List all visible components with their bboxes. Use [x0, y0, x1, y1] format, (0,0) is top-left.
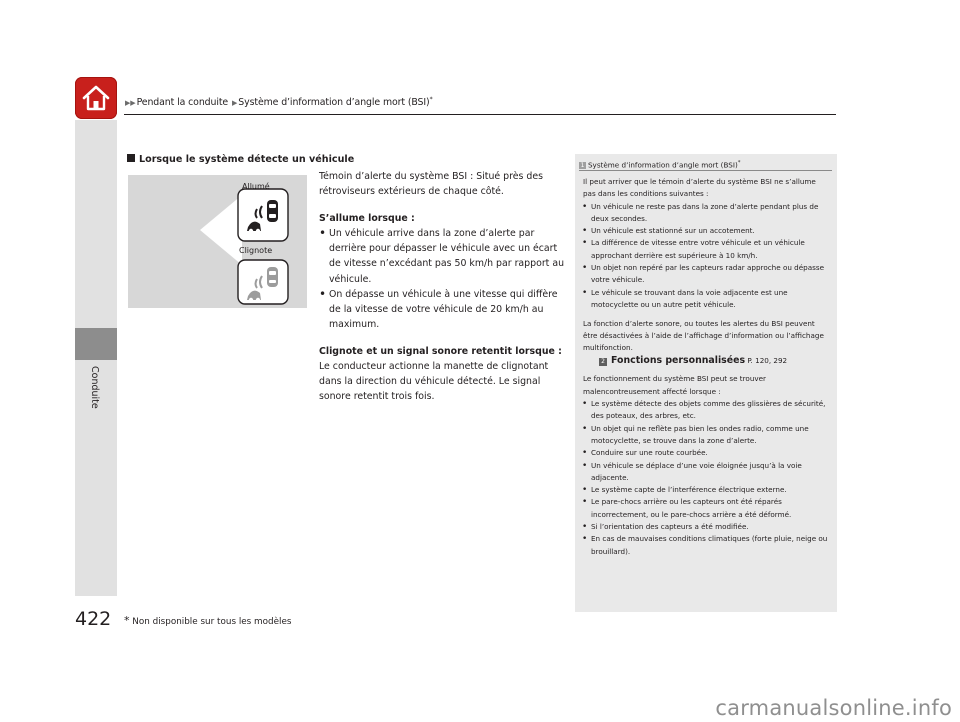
indicator-on-icon: [238, 189, 288, 241]
watermark: carmanualsonline.info: [715, 696, 952, 720]
note-title: 1 Système d’information d’angle mort (BSI)*: [580, 160, 741, 170]
note-icon: 1: [580, 162, 585, 170]
breadcrumb-item[interactable]: Système d’information d’angle mort (BSI): [238, 97, 430, 109]
list-item: • Si l’orientation des capteurs a été modifiée.: [583, 521, 829, 533]
intro-text: Témoin d’alerte du système BSI : Situé près des rétroviseurs extérieurs de chaque côté.: [319, 171, 543, 198]
list-item: • Un véhicule se déplace d’une voie éloignée jusqu’à la voie adjacente.: [583, 460, 829, 485]
availability-mark: *: [429, 96, 433, 103]
list-item: • Le système capte de l’interférence électrique externe.: [583, 484, 829, 496]
breadcrumb: [124, 96, 433, 108]
section-heading: Lorsque le système détecte un véhicule: [127, 154, 354, 165]
header-rule: [124, 114, 836, 115]
note-paragraph: La fonction d’alerte sonore, ou toutes les alertes du BSI peuvent être désactivées à l’aide de l’affichage d’information ou l’affichage multifonction.: [583, 318, 824, 353]
breadcrumb-item[interactable]: Pendant la conduite: [136, 97, 229, 109]
footnote: * Non disponible sur tous les modèles: [124, 614, 292, 627]
list-item: • Un véhicule est stationné sur un accotement.: [583, 225, 829, 237]
blink-text: Le conducteur actionne la manette de clignotant dans la direction du véhicule détecté. Le signal sonore retentit trois fois.: [319, 361, 549, 403]
list-item: • Un véhicule ne reste pas dans la zone d’alerte pendant plus de deux secondes.: [583, 201, 829, 226]
list-item: • La différence de vitesse entre votre véhicule et un véhicule approchant derrière est supérieure à 10 km/h.: [583, 237, 829, 262]
list-item: • Conduire sur une route courbée.: [583, 447, 829, 459]
list-item: • Un objet non repéré par les capteurs radar approche ou dépasse votre véhicule.: [583, 262, 829, 287]
xref-pages[interactable]: P. 120, 292: [747, 355, 788, 365]
main-body: [319, 169, 565, 404]
list-item: • Un objet qui ne reflète pas bien les ondes radio, comme une motocyclette, se trouve dans la zone d’alerte.: [583, 423, 829, 448]
label-on: Allumé: [242, 182, 270, 191]
label-blink: Clignote: [239, 246, 273, 255]
list-item: • Le pare-chocs arrière ou les capteurs ont été réparés incorrectement, ou le pare-chocs arrière a été déformé.: [583, 496, 829, 521]
indicator-blink-icon: [238, 260, 288, 304]
note-list-affected: [583, 398, 829, 558]
on-heading: S’allume lorsque :: [319, 213, 415, 225]
page-number: 422: [75, 608, 112, 630]
list-item: • En cas de mauvaises conditions climatiques (forte pluie, neige ou brouillard).: [583, 533, 829, 558]
breadcrumb-arrow-icon: ▶▶: [125, 99, 136, 108]
note-paragraph: Il peut arriver que le témoin d’alerte du système BSI ne s’allume pas dans les conditions suivantes :: [583, 177, 816, 199]
chapter-label: Conduite: [89, 366, 100, 409]
on-conditions-list: [319, 226, 565, 332]
cross-reference[interactable]: [583, 355, 829, 367]
chapter-tab-marker[interactable]: [75, 328, 117, 360]
note-paragraph: Le fonctionnement du système BSI peut se trouver malencontreusement affecté lorsque :: [583, 374, 767, 396]
xref-label[interactable]: Fonctions personnalisées: [611, 354, 746, 366]
list-item: • Le système détecte des objets comme des glissières de sécurité, des poteaux, des arbres, etc.: [583, 398, 829, 423]
list-item: • On dépasse un véhicule à une vitesse qui diffère de la vitesse de votre véhicule de 20 km/h au maximum.: [319, 287, 565, 332]
list-item: • Un véhicule arrive dans la zone d’alerte par derrière pour dépasser le véhicule avec un écart de vitesse n’excédant pas 50 km/h par rapport au véhicule.: [319, 226, 565, 286]
note-body: [583, 176, 829, 558]
note-rule: [579, 170, 832, 171]
xref-arrow-icon: 2: [599, 358, 607, 366]
square-bullet-icon: [127, 154, 135, 162]
blink-heading: Clignote et un signal sonore retentit lorsque :: [319, 345, 562, 357]
list-item: • Le véhicule se trouvant dans la voie adjacente est une motocyclette ou un autre petit véhicule.: [583, 287, 829, 312]
mirror-indicator-illustration: [128, 175, 307, 308]
note-list-not-lit: [583, 201, 829, 312]
home-button[interactable]: [75, 77, 117, 119]
home-icon: [81, 83, 111, 113]
breadcrumb-arrow-icon: ▶: [232, 99, 238, 108]
